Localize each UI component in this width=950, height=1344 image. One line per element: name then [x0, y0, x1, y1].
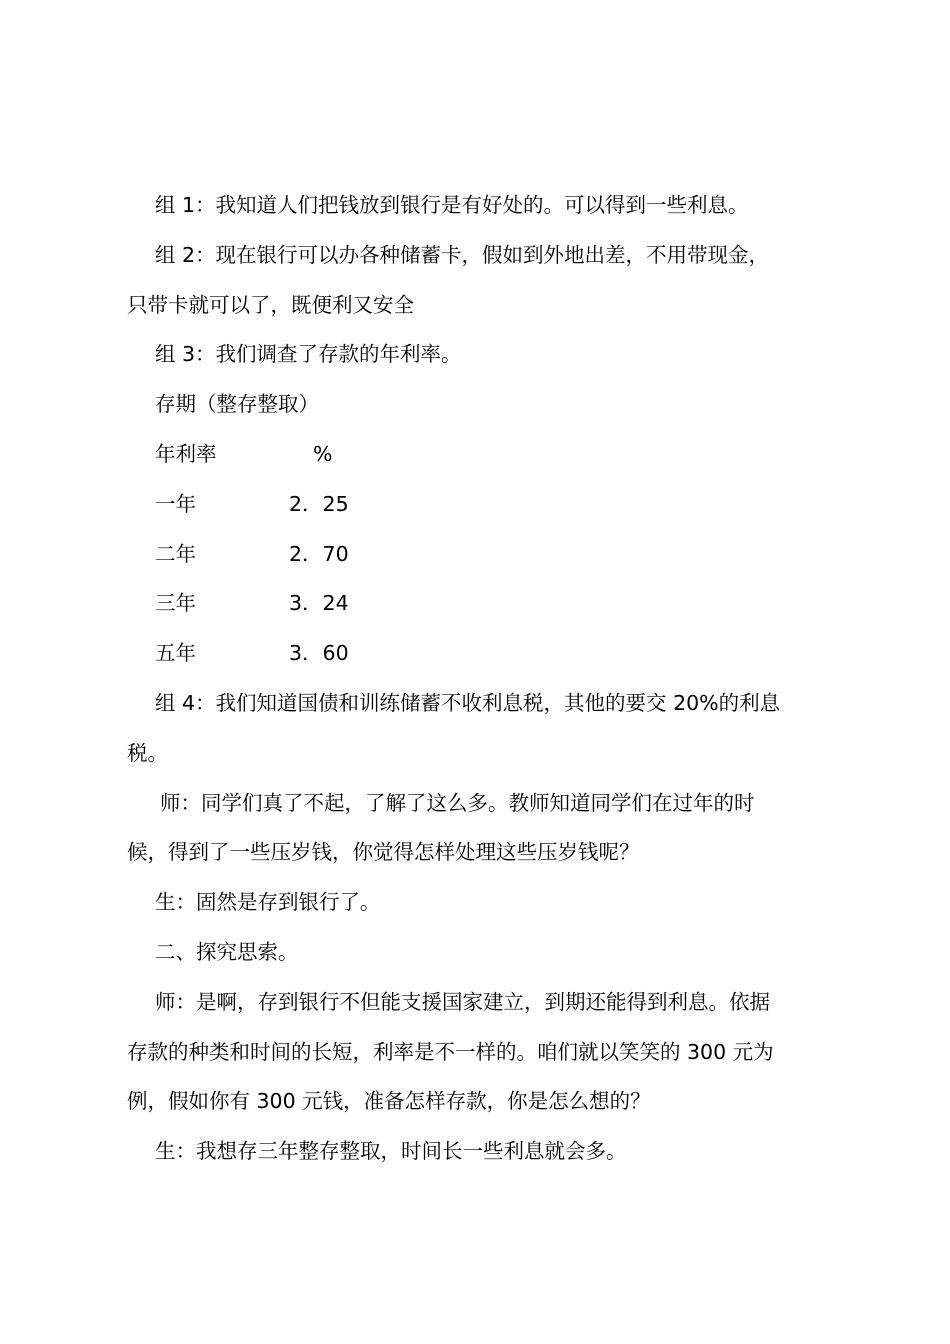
- paragraph-group1: 组 1：我知道人们把钱放到银行是有好处的。可以得到一些利息。: [155, 193, 749, 217]
- rate-header-label: 年利率: [155, 441, 217, 466]
- rate-row: [0, 480, 950, 530]
- rate-value: 3．60: [289, 641, 349, 666]
- rate-value: 2．25: [289, 491, 349, 516]
- rate-term: 二年: [155, 541, 196, 566]
- paragraph-student1: 生：固然是存到银行了。: [155, 890, 381, 915]
- rate-table-title: 存期（整存整取）: [155, 392, 319, 417]
- section-heading: 二、探究思索。: [155, 939, 299, 964]
- rate-term: 一年: [155, 491, 196, 516]
- rate-row: [0, 579, 950, 629]
- document-page: [0, 181, 950, 1177]
- rate-row: [0, 629, 950, 679]
- paragraph-teacher2-line3: 例，假如你有 300 元钱，准备怎样存款，你是怎么想的？: [127, 1089, 651, 1114]
- rate-term: 五年: [155, 641, 196, 666]
- rate-table-header: [0, 430, 950, 480]
- paragraph-group4-line2: 税。: [127, 740, 168, 765]
- rate-row: [0, 530, 950, 580]
- rate-value: 3．24: [289, 591, 349, 616]
- rate-value: 2．70: [289, 541, 349, 566]
- paragraph-teacher2-line1: 师：是啊，存到银行不但能支援国家建立，到期还能得到利息。依据: [155, 989, 770, 1014]
- paragraph-group3: 组 3：我们调查了存款的年利率。: [155, 342, 462, 367]
- paragraph-teacher1-line1: 师：同学们真了不起，了解了这么多。教师知道同学们在过年的时: [160, 790, 755, 815]
- rate-header-unit: %: [313, 441, 333, 466]
- paragraph-group4-line1: 组 4：我们知道国债和训练储蓄不收利息税，其他的要交 20%的利息: [155, 690, 781, 715]
- rate-term: 三年: [155, 591, 196, 616]
- paragraph-group2-line2: 只带卡就可以了，既便利又安全: [127, 292, 414, 317]
- paragraph-teacher2-line2: 存款的种类和时间的长短，利率是不一样的。咱们就以笑笑的 300 元为: [127, 1039, 774, 1064]
- paragraph-teacher1-line2: 候，得到了一些压岁钱，你觉得怎样处理这些压岁钱呢？: [127, 840, 640, 865]
- paragraph-student2: 生：我想存三年整存整取，时间长一些利息就会多。: [155, 1139, 627, 1164]
- paragraph-group2-line1: 组 2：现在银行可以办各种储蓄卡，假如到外地出差，不用带现金，: [155, 242, 770, 267]
